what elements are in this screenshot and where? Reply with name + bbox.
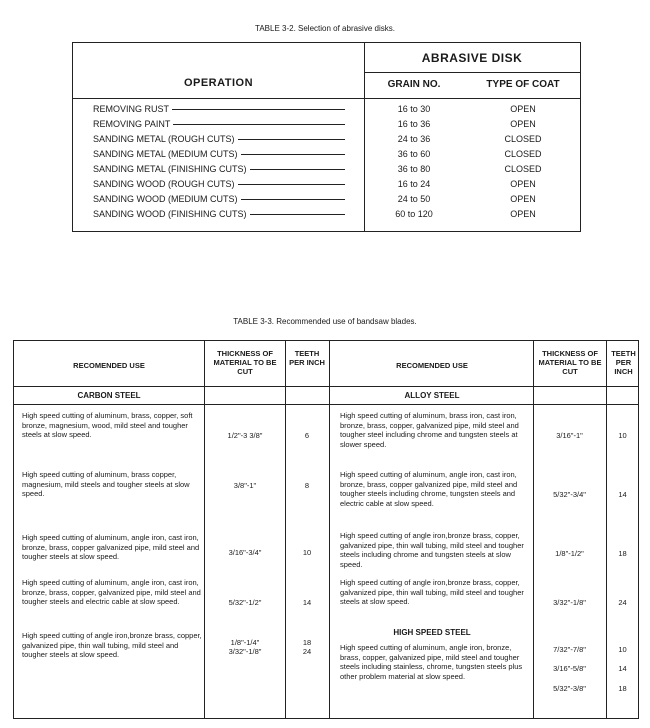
leader-line bbox=[238, 139, 345, 140]
grain-cell: 16 to 24 bbox=[397, 179, 431, 189]
use-description: High speed cutting of aluminum, angle iron, bronze, brass, copper, galvanized pipe, mild steel and tougher steels including stainless, chrome, tungsten steels plus other problem material at slow speed. bbox=[340, 643, 523, 681]
grain-cell: 16 to 30 bbox=[397, 104, 431, 114]
table-row bbox=[73, 209, 580, 224]
thickness-cell: 3/16"-1" bbox=[556, 431, 583, 440]
thickness-cell: 7/32"-7/8" bbox=[553, 645, 586, 654]
teeth-cell: 18 bbox=[302, 638, 312, 647]
coat-cell: OPEN bbox=[510, 194, 536, 204]
operation-cell: SANDING WOOD (FINISHING CUTS) bbox=[93, 209, 247, 219]
table-row bbox=[73, 179, 580, 194]
thickness-cell: 3/8"-1" bbox=[233, 481, 257, 490]
table-row bbox=[73, 164, 580, 179]
teeth-cell: 24 bbox=[618, 598, 627, 607]
coat-cell: OPEN bbox=[510, 104, 536, 114]
thickness-cell: 1/8"-1/2" bbox=[555, 549, 584, 558]
use-header-right: RECOMENDED USE bbox=[396, 361, 468, 370]
operation-cell: REMOVING PAINT bbox=[93, 119, 171, 129]
table-row bbox=[73, 104, 580, 119]
teeth-cell: 14 bbox=[618, 490, 627, 499]
teeth-cell: 24 bbox=[302, 647, 312, 656]
leader-line bbox=[250, 169, 345, 170]
use-description: High speed cutting of angle iron,bronze brass, copper, galvanized pipe, thin wall tubing, mild steel and tougher steels including chrome and tungsten steels at slow speed. bbox=[340, 531, 524, 569]
thickness-cell: 3/16"-3/4" bbox=[228, 548, 262, 557]
use-header-left: RECOMENDED USE bbox=[73, 361, 145, 370]
coat-header: TYPE OF COAT bbox=[486, 79, 560, 90]
column-divider bbox=[285, 341, 286, 718]
table-3-3-caption: TABLE 3-3. Recommended use of bandsaw blades. bbox=[233, 317, 417, 326]
coat-cell: CLOSED bbox=[504, 149, 542, 159]
table-3-2-caption: TABLE 3-2. Selection of abrasive disks. bbox=[255, 24, 395, 33]
grain-cell: 36 to 60 bbox=[397, 149, 431, 159]
table-row bbox=[73, 134, 580, 149]
use-description: High speed cutting of angle iron,bronze brass, copper, galvanized pipe, thin wall tubing, mild steel and tougher steels at slow speed. bbox=[340, 578, 524, 606]
leader-line bbox=[250, 214, 346, 215]
abrasive-disk-table bbox=[72, 42, 581, 232]
table-row bbox=[73, 149, 580, 164]
operation-cell: SANDING WOOD (MEDIUM CUTS) bbox=[93, 194, 238, 204]
teeth-cell: 14 bbox=[618, 664, 627, 673]
operation-header: OPERATION bbox=[183, 77, 254, 89]
grain-cell: 24 to 36 bbox=[397, 134, 431, 144]
leader-line bbox=[172, 109, 345, 110]
teeth-cell: 18 bbox=[618, 549, 627, 558]
column-divider bbox=[606, 341, 607, 718]
grain-cell: 60 to 120 bbox=[395, 209, 433, 219]
teeth-cell: 10 bbox=[618, 645, 627, 654]
teeth-cell: 18 bbox=[618, 684, 627, 693]
grain-cell: 36 to 80 bbox=[397, 164, 431, 174]
table-body bbox=[73, 104, 580, 224]
coat-cell: CLOSED bbox=[504, 134, 542, 144]
table-row bbox=[73, 194, 580, 209]
teeth-cell: 10 bbox=[302, 548, 312, 557]
operation-cell: SANDING METAL (FINISHING CUTS) bbox=[93, 164, 247, 174]
use-description: High speed cutting of angle iron,bronze brass, copper, galvanized pipe, thin wall tubing, mild steel and tougher steels at slow speed. bbox=[22, 631, 202, 659]
coat-cell: OPEN bbox=[510, 119, 536, 129]
operation-cell: REMOVING RUST bbox=[93, 104, 170, 114]
thickness-cell: 1/8"-1/4" bbox=[230, 638, 260, 647]
column-divider bbox=[204, 341, 205, 718]
carbon-steel-label: CARBON STEEL bbox=[77, 391, 141, 400]
thickness-cell: 3/32"-1/8" bbox=[553, 598, 586, 607]
teeth-cell: 8 bbox=[304, 481, 310, 490]
operation-cell: SANDING METAL (ROUGH CUTS) bbox=[93, 134, 235, 144]
use-description: High speed cutting of aluminum, brass copper, magnesium, mild steels and tougher steels at slow speed. bbox=[22, 470, 190, 498]
use-description: High speed cutting of aluminum, brass, copper, soft bronze, magnesium, wood, mild steel and tougher steels at slow speed. bbox=[22, 411, 193, 439]
leader-line bbox=[238, 184, 346, 185]
coat-cell: OPEN bbox=[510, 179, 536, 189]
coat-cell: CLOSED bbox=[504, 164, 542, 174]
grain-cell: 24 to 50 bbox=[397, 194, 431, 204]
teeth-cell: 6 bbox=[304, 431, 310, 440]
operation-cell: SANDING METAL (MEDIUM CUTS) bbox=[93, 149, 238, 159]
thickness-cell: 5/32"-3/4" bbox=[553, 490, 586, 499]
use-description: High speed cutting of aluminum, angle iron, cast iron, bronze, brass, copper galvanized pipe, mild steel and tougher steels including chrome, tungsten steels and electric cable at slow speed. bbox=[340, 470, 518, 508]
teeth-cell: 10 bbox=[618, 431, 627, 440]
bandsaw-blade-table bbox=[13, 340, 639, 719]
table-row bbox=[73, 119, 580, 134]
thickness-header-left: THICKNESS OF MATERIAL TO BE CUT bbox=[213, 349, 277, 376]
row-divider bbox=[364, 72, 580, 73]
thickness-cell: 3/16"-5/8" bbox=[553, 664, 586, 673]
column-divider bbox=[329, 341, 330, 718]
thickness-cell: 5/32"-1/2" bbox=[228, 598, 262, 607]
teeth-cell: 14 bbox=[302, 598, 312, 607]
use-description: High speed cutting of aluminum, angle iron, cast iron, bronze, brass, copper galvanized pipe, mild steel and tougher steels at slow speed. bbox=[22, 533, 200, 561]
column-divider bbox=[533, 341, 534, 718]
alloy-steel-label: ALLOY STEEL bbox=[404, 391, 460, 400]
teeth-header-left: TEETH PER INCH bbox=[289, 349, 325, 367]
leader-line bbox=[173, 124, 345, 125]
thickness-cell: 3/32"-1/8" bbox=[228, 647, 262, 656]
coat-cell: OPEN bbox=[510, 209, 536, 219]
abrasive-disk-header: ABRASIVE DISK bbox=[421, 51, 523, 65]
thickness-cell: 1/2"-3 3/8" bbox=[227, 431, 263, 440]
grain-header: GRAIN NO. bbox=[387, 79, 441, 90]
leader-line bbox=[241, 199, 346, 200]
leader-line bbox=[241, 154, 345, 155]
thickness-header-right: THICKNESS OF MATERIAL TO BE CUT bbox=[538, 349, 602, 376]
header-divider bbox=[14, 386, 638, 387]
header-divider bbox=[73, 98, 580, 99]
teeth-header-right: TEETH PER INCH bbox=[611, 349, 636, 376]
operation-cell: SANDING WOOD (ROUGH CUTS) bbox=[93, 179, 235, 189]
section-divider bbox=[14, 404, 638, 405]
high-speed-steel-label: HIGH SPEED STEEL bbox=[393, 628, 471, 637]
thickness-cell: 5/32"-3/8" bbox=[553, 684, 586, 693]
use-description: High speed cutting of aluminum, angle iron, cast iron, bronze, brass, copper, galvanized pipe, mild steel and tougher steels and electric cable at slow speed. bbox=[22, 578, 201, 606]
use-description: High speed cutting of aluminum, brass iron, cast iron, bronze, brass, copper, galvanized pipe, mild steel and tougher steel including chrome and tungsten steels at slower speed. bbox=[340, 411, 519, 449]
grain-cell: 16 to 36 bbox=[397, 119, 431, 129]
